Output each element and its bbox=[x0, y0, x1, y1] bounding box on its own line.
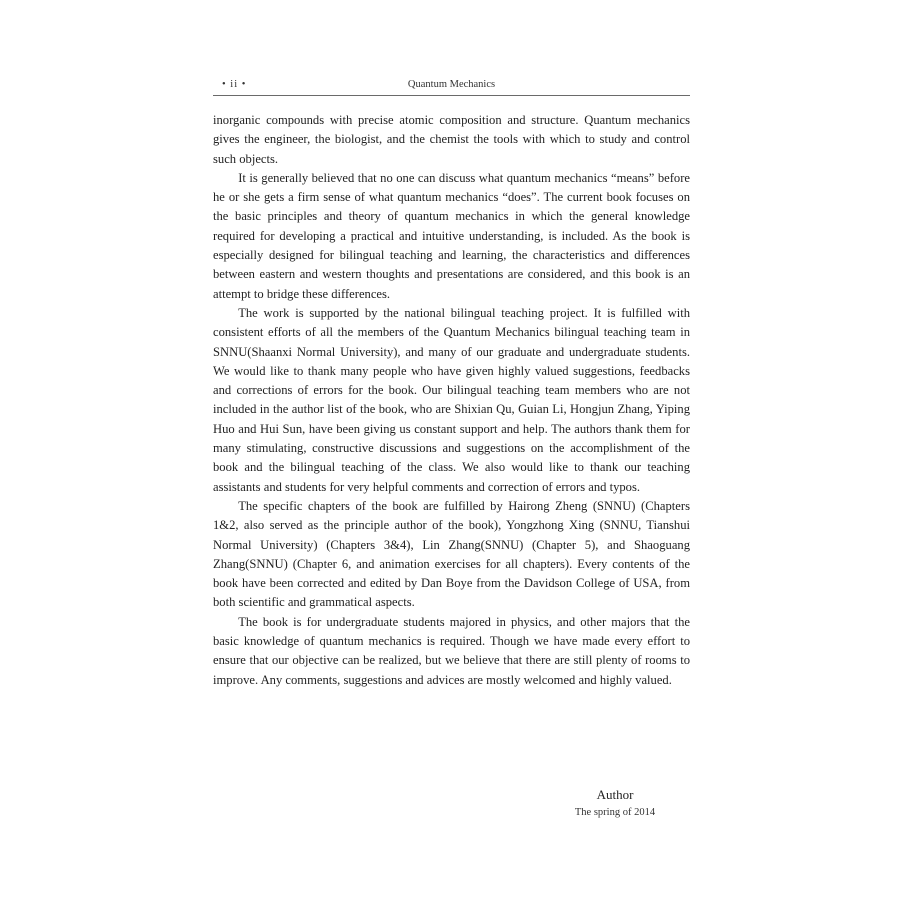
signature-block bbox=[560, 786, 670, 822]
signature-author: Author bbox=[596, 787, 634, 802]
signature-date: The spring of 2014 bbox=[574, 807, 656, 818]
paragraph-audience: The book is for undergraduate students majored in physics, and other majors that the basic knowledge of quantum mechanics is required. Though we have made every effort to ensure that our objective can be realized, but we believe that there are still plenty of rooms to improve. Any comments, suggestions and advices are mostly welcomed and highly valued. bbox=[213, 614, 690, 687]
paragraph-chapter-authors: The specific chapters of the book are fulfilled by Hairong Zheng (SNNU) (Chapters 1&2, also served as the principle author of the book), Yongzhong Xing (SNNU, Tianshui Normal University) (Chapters 3&4), Lin Zhang(SNNU) (Chapter 5), and Shaoguang Zhang(SNNU) (Chapter 6, and animation exercises for all chapters). Every contents of the book have been corrected and edited by Dan Boye from the Davidson College of USA, from both scientific and grammatical aspects. bbox=[213, 498, 690, 610]
paragraph-continuation: inorganic compounds with precise atomic composition and structure. Quantum mechanics gives the engineer, the biologist, and the chemist the tools with which to study and control such objects. bbox=[213, 113, 690, 166]
paragraph-acknowledgements: The work is supported by the national bilingual teaching project. It is fulfilled with consistent efforts of all the members of the Quantum Mechanics bilingual teaching team in SNNU(Shaanxi Normal University), and many of our graduate and undergraduate students. We would like to thank many people who have given highly valued suggestions, feedbacks and corrections of errors for the book. Our bilingual teaching team members who are not included in the author list of the book, who are Shixian Qu, Guian Li, Hongjun Zhang, Yiping Huo and Hui Sun, have been giving us constant support and help. The authors thank them for many stimulating, constructive discussions and suggestions on the accomplishment of the book and the bilingual teaching of the class. We also would like to thank our teaching assistants and students for very helpful comments and correction of errors and typos. bbox=[213, 305, 690, 494]
paragraph-quantum-meaning: It is generally believed that no one can discuss what quantum mechanics “means” before he or she gets a firm sense of what quantum mechanics “does”. The current book focuses on the basic principles and theory of quantum mechanics in which the general knowledge required for developing a practical and intuitive understanding, is included. As the book is especially designed for bilingual teaching and learning, the characteristics and differences between eastern and western thoughts and presentations are considered, and this book is an attempt to bridge these differences. bbox=[213, 170, 690, 301]
running-title: Quantum Mechanics bbox=[407, 79, 496, 90]
preface-body bbox=[213, 111, 690, 690]
page-header bbox=[213, 79, 690, 96]
page-number: • ii • bbox=[222, 79, 247, 90]
